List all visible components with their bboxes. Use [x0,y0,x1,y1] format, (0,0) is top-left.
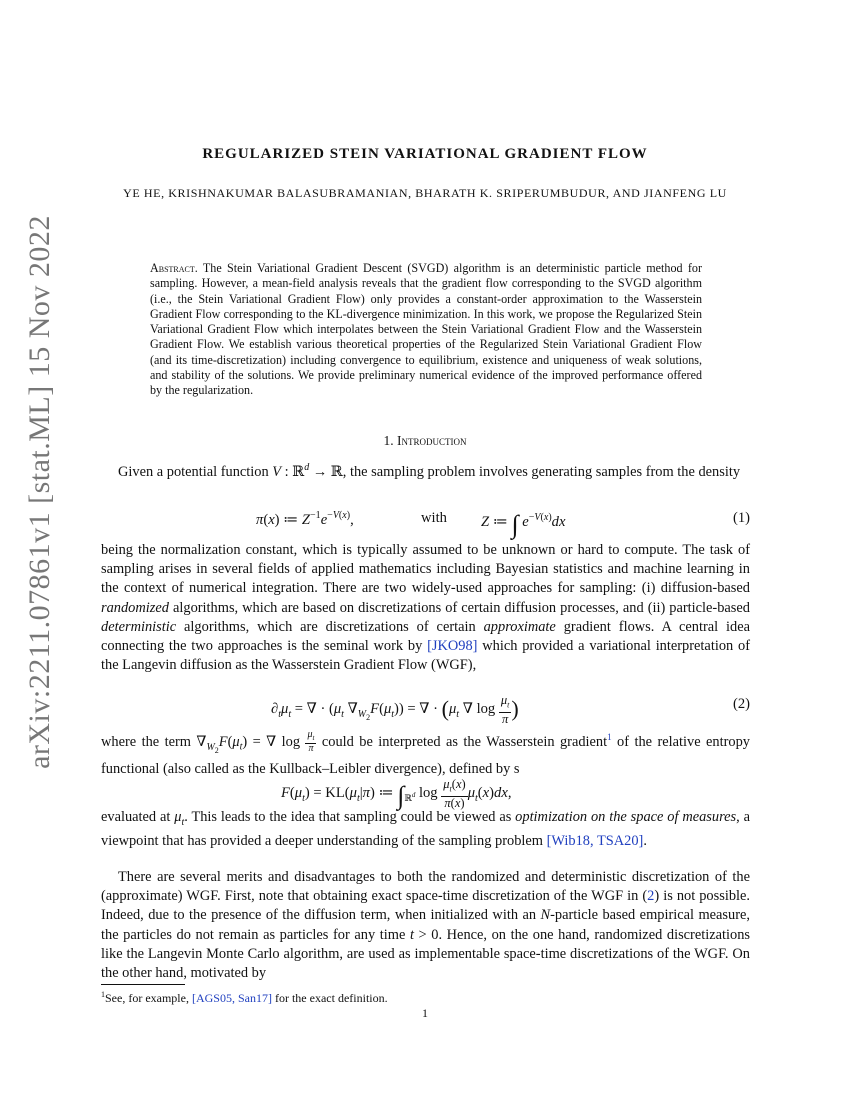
citation-wib18[interactable]: [Wib18 [546,833,590,850]
abstract-label: Abstract. [150,261,198,275]
author-list: YE HE, KRISHNAKUMAR BALASUBRAMANIAN, BHARATH K. SRIPERUMBUDUR, AND JIANFENG LU [123,186,727,200]
paragraph-5: There are several merits and disadvantages to both the randomized and deterministic discretization of the (approximate) WGF. First, note that obtaining exact space-time discretization of the WGF in (2) is not possible. Indeed, due to the presence of the diffusion term, when initialized with an N-particle based empirical measure, the particles do not remain as particles for any time t > 0. Hence, on the one hand, randomized discretizations like the Langevin Monte Carlo algorithm, are used as implementable space-time discretizations of the WGF. On the other hand, motivated by [101,869,750,982]
paragraph-3: where the term $\nabla_{W_2}F(\mu_t)$ = ∇ log $\frac{\mu_t}{\pi}$ could be interpreted as the Wasserstein gradient$^1$ of the relative entropy functional (also called as the Kullback–Leibler divergence), defined by s [101,729,750,777]
paragraph-1: Given a potential function V : ℝ$^d$ → ℝ, the sampling problem involves generating samples from the density [118,462,741,480]
footnote: $^1$See, for example, [AGS05, San17] for the exact definition. [101,990,388,1005]
citation-san17[interactable]: San17] [237,991,272,1005]
abstract-text: The Stein Variational Gradient Descent (SVGD) algorithm is an deterministic particle method for sampling. However, a mean-field analysis reveals that the gradient flow corresponding to the SVGD algorithm (i.e., the Stein Variational Gradient Flow) only provides a constant-order approximation to the Wasserstein Gradient Flow corresponding to the KL-divergence minimization. In this work, we propose the Regularized Stein Variational Gradient Flow which interpolates between the Stein Variational Gradient Flow and the Wasserstein Gradient Flow. We establish various theoretical properties of the Regularized Stein Variational Gradient Flow (and its time-discretization) including convergence to equilibrium, existence and uniqueness of weak solutions, and stability of the solutions. We provide preliminary numerical evidence of the improved performance offered by the regularization. [150,261,702,398]
citation-ags05[interactable]: [AGS05 [191,991,232,1005]
citation-tsa20[interactable]: TSA20] [596,833,644,850]
paragraph-2: being the normalization constant, which is typically assumed to be unknown or hard to compute. The task of sampling arises in several fields of applied mathematics including Bayesian statistics and machine learning in the context of numerical integration. There are two widely-used approaches for sampling: (i) diffusion-based randomized algorithms, which are based on discretizations of certain diffusion processes, and (ii) particle-based deterministic algorithms, which are discretizations of certain approximate gradient flows. A central idea connecting the two approaches is the seminal work by [JKO98] which provided a variational interpretation of the Langevin diffusion as the Wasserstein Gradient Flow (WGF), [101,542,750,674]
page-number: 1 [422,1006,428,1020]
citation-jko98[interactable]: [JKO98] [427,638,478,655]
footnote-rule [101,984,185,985]
abstract [150,261,702,399]
section-title: Introduction [397,433,467,448]
arxiv-identifier-text: arXiv:2211.07861v1 [stat.ML] 15 Nov 2022 [23,215,56,769]
paper-title: REGULARIZED STEIN VARIATIONAL GRADIENT FLOW [202,146,648,162]
equation-2-number: (2) [732,696,750,712]
equation-ref-2[interactable]: 2 [647,888,655,905]
paragraph-4: evaluated at $\mu_t$. This leads to the idea that sampling could be viewed as optimization on the space of measures, a viewpoint that has provided a deeper understanding of the sampling problem [Wib18, TSA20]. [101,809,750,850]
arxiv-identifier [20,215,60,769]
equation-1-number: (1) [732,510,750,526]
kl-definition: $F(\mu_t) = KL(\mu_t|\pi)$ ≔ $\int_{ℝ^d}$ log $\frac{\mu_t(x)}{\pi(x)}$ $\mu_t(x)dx$, [281,777,512,811]
equation-1-with: with [421,510,447,526]
section-number: 1. [383,433,394,448]
footnote-marker[interactable]: 1 [607,732,612,742]
section-heading [0,433,850,449]
equation-1: π(x) ≔ $Z^{-1}e^{-V(x)}$, with Z ≔ ∫ $e^{-V(x)}dx$ (1) [256,510,750,539]
equation-2: $\partial_t\mu_t$ = ∇ · ($\mu_t$ $\nabla_{W_2}F(\mu_t)$) = ∇ · ($\mu_t$ ∇ log $\frac{\mu_t}{\pi}$ ) (2) [271,693,750,726]
